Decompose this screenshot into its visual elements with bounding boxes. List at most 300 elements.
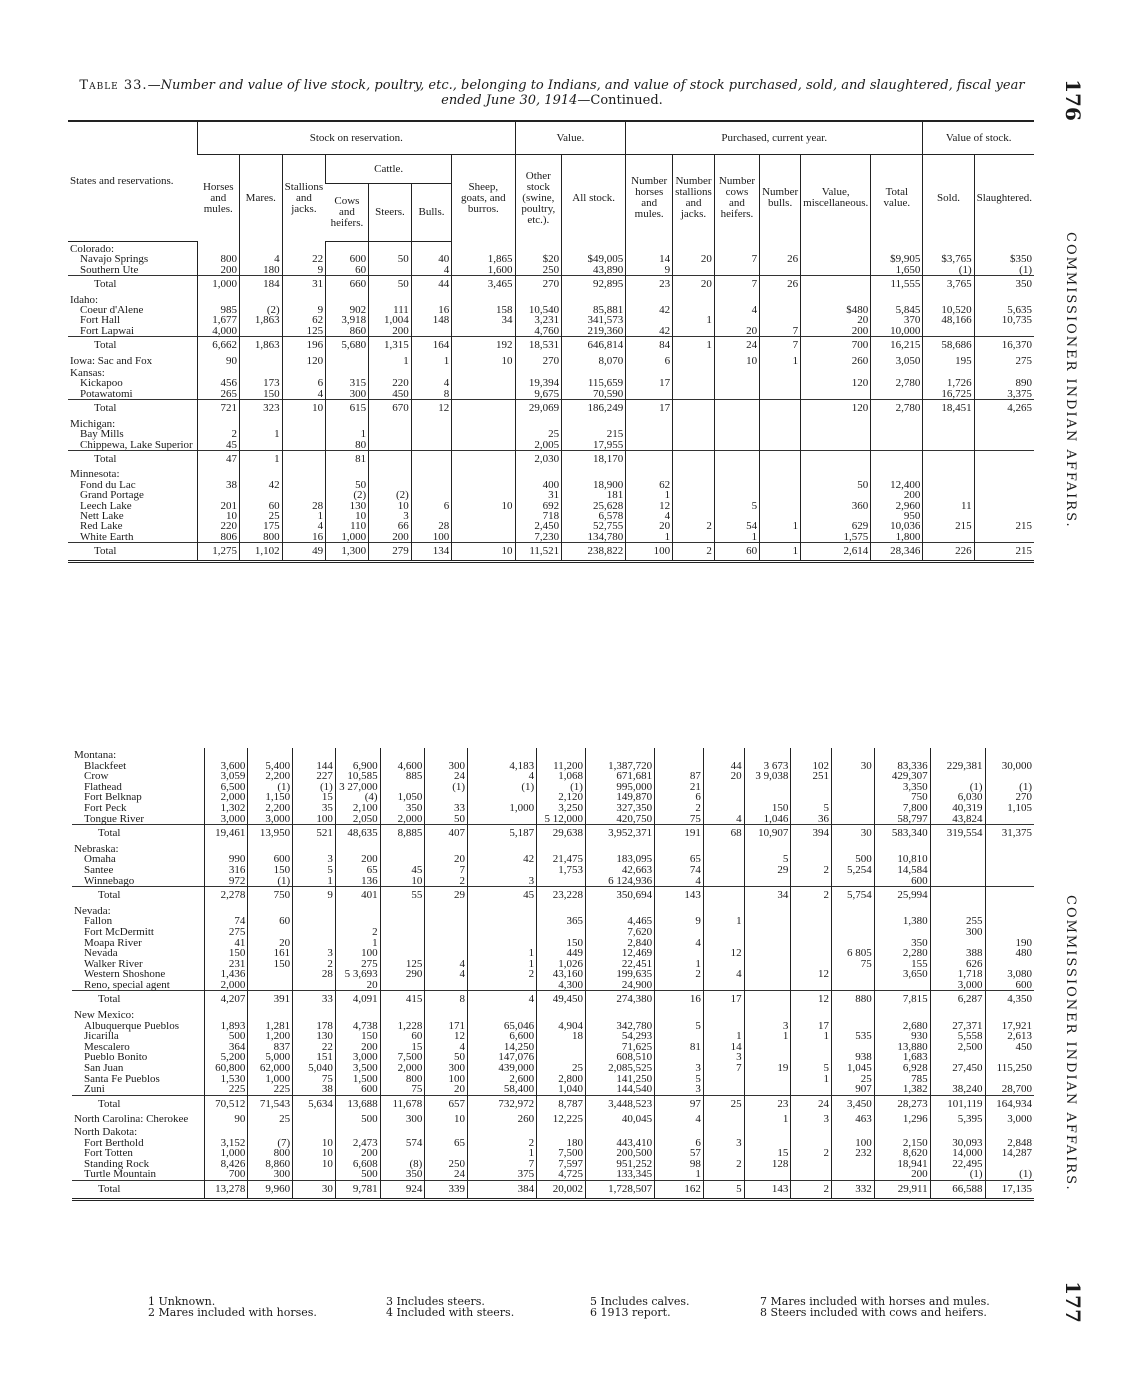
data-cell: 42	[239, 480, 282, 490]
data-cell: 200	[198, 265, 240, 276]
data-cell: 350	[380, 803, 425, 814]
data-cell: 4,000	[198, 326, 240, 337]
data-cell: 200	[369, 532, 412, 543]
data-cell	[673, 389, 715, 400]
reservation-name: Mescalero	[84, 1040, 130, 1053]
reservation-name: Fort Lapwai	[80, 324, 135, 337]
data-cell: 5 12,000	[537, 814, 586, 825]
data-cell: 178	[293, 1021, 336, 1032]
data-cell: 12	[425, 1031, 468, 1042]
reservation-name: Coeur d'Alene	[80, 304, 144, 317]
data-cell: 6,662	[198, 337, 240, 354]
data-cell	[974, 467, 1034, 479]
data-cell	[468, 814, 537, 825]
total-label: Total	[72, 1180, 204, 1199]
data-cell: 10,540	[515, 305, 562, 315]
total-label: Total	[68, 337, 198, 354]
data-cell: 2,780	[871, 378, 923, 388]
reservation-name: Bay Mills	[80, 428, 124, 441]
data-cell: 251	[791, 771, 832, 782]
data-cell: 60,800	[204, 1063, 248, 1074]
data-cell	[791, 1008, 832, 1021]
caption-text: —Number and value of live stock, poultry, etc., belonging to Indians, and value of stock purchased, sold, and slaughtered, fiscal year ended June 30, 1914	[147, 78, 1025, 108]
data-cell: 50	[369, 276, 412, 293]
data-cell: 629	[801, 521, 871, 531]
total-label: Total	[68, 276, 198, 293]
data-cell	[335, 748, 380, 761]
data-cell	[930, 1125, 985, 1138]
data-cell: 17,955	[562, 440, 626, 451]
data-cell: 1,102	[239, 543, 282, 561]
data-cell: 1,026	[537, 959, 586, 970]
data-cell: 11	[923, 501, 974, 511]
data-cell: 10	[282, 400, 326, 417]
data-cell: 14,000	[930, 1148, 985, 1159]
data-cell: 750	[248, 887, 293, 904]
data-cell: 101,119	[930, 1095, 985, 1112]
data-cell: 136	[335, 876, 380, 887]
data-cell: 2,100	[335, 803, 380, 814]
data-cell: 274,380	[585, 991, 654, 1008]
data-cell: 1,753	[537, 865, 586, 876]
data-cell: 5	[791, 1063, 832, 1074]
reservation-row	[68, 265, 1034, 276]
data-cell: (1)	[293, 782, 336, 793]
data-cell: 3	[293, 854, 336, 865]
data-cell	[871, 450, 923, 467]
data-cell: 4,725	[537, 1169, 586, 1180]
data-cell: 2	[703, 1159, 744, 1170]
data-cell: 71,543	[248, 1095, 293, 1112]
data-cell: 58,400	[468, 1084, 537, 1095]
col-sold: Sold.	[923, 155, 974, 242]
data-cell	[239, 467, 282, 479]
data-cell: 1,530	[204, 1074, 248, 1085]
data-cell	[744, 1008, 791, 1021]
data-cell: 18	[537, 1031, 586, 1042]
data-cell: 62,000	[248, 1063, 293, 1074]
data-cell: 200	[871, 490, 923, 500]
data-cell: 30	[832, 761, 875, 772]
data-cell	[801, 417, 871, 429]
data-cell	[425, 916, 468, 927]
data-cell: 4,760	[515, 326, 562, 337]
data-cell: 3	[655, 1084, 704, 1095]
data-cell: 50	[326, 480, 369, 490]
data-cell: 195	[923, 354, 974, 366]
data-cell: 40,319	[930, 803, 985, 814]
data-cell	[282, 480, 326, 490]
data-cell	[744, 748, 791, 761]
data-cell: 175	[239, 521, 282, 531]
data-cell: 20	[335, 980, 380, 991]
data-cell	[293, 1125, 336, 1138]
data-cell: 45	[468, 887, 537, 904]
data-cell	[760, 293, 801, 305]
data-cell	[930, 748, 985, 761]
data-cell: (2)	[369, 490, 412, 500]
data-cell: 535	[832, 1031, 875, 1042]
data-cell: 20	[673, 276, 715, 293]
data-cell: 2	[655, 969, 704, 980]
data-cell: 130	[326, 501, 369, 511]
data-cell: 1,500	[335, 1074, 380, 1085]
data-cell	[801, 265, 871, 276]
data-cell: 43,890	[562, 265, 626, 276]
data-cell	[703, 1125, 744, 1138]
data-cell: 13,950	[248, 825, 293, 842]
data-cell: 16,215	[871, 337, 923, 354]
data-cell: 2,840	[585, 938, 654, 949]
data-cell: 2,780	[871, 400, 923, 417]
data-cell: 4	[282, 389, 326, 400]
data-cell	[282, 467, 326, 479]
data-cell: 18,531	[515, 337, 562, 354]
data-cell	[468, 938, 537, 949]
data-cell: 226	[923, 543, 974, 561]
running-head-bottom: COMMISSIONER INDIAN AFFAIRS.	[1063, 895, 1078, 1192]
data-cell	[930, 1008, 985, 1021]
data-cell: 3 27,000	[335, 782, 380, 793]
data-cell	[293, 916, 336, 927]
data-cell: 141,250	[585, 1074, 654, 1085]
data-cell	[673, 265, 715, 276]
data-cell: 4	[282, 521, 326, 531]
data-cell: 7,500	[380, 1052, 425, 1063]
data-cell: 2	[791, 1180, 832, 1199]
data-cell: 144	[293, 761, 336, 772]
data-cell: 646,814	[562, 337, 626, 354]
data-cell: 23	[744, 1095, 791, 1112]
data-cell	[655, 1008, 704, 1021]
data-cell: 50	[369, 254, 412, 264]
data-cell: 87	[655, 771, 704, 782]
data-cell: 81	[326, 450, 369, 467]
data-cell: 49	[282, 543, 326, 561]
data-cell: 18,900	[562, 480, 626, 490]
data-cell: 150	[537, 938, 586, 949]
data-cell: 1,296	[874, 1112, 930, 1125]
data-cell: 12	[791, 991, 832, 1008]
data-cell: 13,880	[874, 1042, 930, 1053]
data-cell: 7	[760, 326, 801, 337]
data-cell: 98	[655, 1159, 704, 1170]
reservation-row	[72, 803, 1034, 814]
data-cell: 2,613	[985, 1031, 1034, 1042]
data-cell: 8,885	[380, 825, 425, 842]
data-cell: 1,380	[874, 916, 930, 927]
data-cell: 80	[326, 440, 369, 451]
data-cell: 1	[760, 354, 801, 366]
data-cell: 16	[411, 305, 451, 315]
data-cell: 10,036	[871, 521, 923, 531]
data-cell: 9	[626, 265, 673, 276]
data-cell: 260	[468, 1112, 537, 1125]
data-cell	[468, 1125, 537, 1138]
data-cell: 2,600	[468, 1074, 537, 1085]
data-cell: 29,069	[515, 400, 562, 417]
data-cell: 1,800	[871, 532, 923, 543]
data-cell: 25,628	[562, 501, 626, 511]
data-cell: 20	[714, 326, 759, 337]
data-cell: 3 9,038	[744, 771, 791, 782]
data-cell: 600	[248, 854, 293, 865]
reservation-row	[72, 876, 1034, 887]
data-cell	[562, 467, 626, 479]
total-label: Total	[68, 450, 198, 467]
data-cell: 463	[832, 1112, 875, 1125]
data-cell: 300	[248, 1169, 293, 1180]
data-cell: 2	[335, 927, 380, 938]
state-row	[72, 1008, 1034, 1021]
data-cell: 6,578	[562, 511, 626, 521]
data-cell: 29,638	[537, 825, 586, 842]
data-cell	[380, 938, 425, 949]
data-cell: 1	[760, 543, 801, 561]
data-cell: 227	[293, 771, 336, 782]
data-cell	[204, 748, 248, 761]
data-cell: 1,281	[248, 1021, 293, 1032]
data-cell	[974, 429, 1034, 439]
data-cell: 1,050	[380, 792, 425, 803]
data-cell: 10,520	[923, 305, 974, 315]
data-cell: 732,972	[468, 1095, 537, 1112]
data-cell: 23	[626, 276, 673, 293]
data-cell: 407	[425, 825, 468, 842]
data-cell: 300	[425, 1063, 468, 1074]
data-cell: 29,911	[874, 1180, 930, 1199]
data-cell: 3,231	[515, 315, 562, 325]
data-cell: 279	[369, 543, 412, 561]
data-cell: 1	[744, 1031, 791, 1042]
col-p-horses: Number horses and mules.	[626, 155, 673, 242]
data-cell	[468, 927, 537, 938]
data-cell: 2,120	[537, 792, 586, 803]
reservation-row	[72, 782, 1034, 793]
data-cell: 950	[871, 511, 923, 521]
data-cell: 1	[791, 1074, 832, 1085]
data-cell: 5	[703, 1180, 744, 1199]
col-horses: Horses and mules.	[202, 180, 234, 215]
reservation-name: Fallon	[84, 915, 113, 928]
data-cell: 215	[974, 543, 1034, 561]
data-cell: 10	[293, 1148, 336, 1159]
data-cell: 7	[714, 254, 759, 264]
data-cell	[871, 467, 923, 479]
data-cell: 44	[411, 276, 451, 293]
table-body-top	[68, 242, 1034, 562]
data-cell: 2,085,525	[585, 1063, 654, 1074]
data-cell	[985, 927, 1034, 938]
data-cell	[468, 748, 537, 761]
data-cell: 149,870	[585, 792, 654, 803]
data-cell: 6,500	[204, 782, 248, 793]
data-cell: 24,900	[585, 980, 654, 991]
state-name: New Mexico:	[74, 1009, 135, 1022]
data-cell: 3	[703, 1052, 744, 1063]
stock-header: Stock on reservation.	[198, 121, 515, 155]
data-cell: 7,620	[585, 927, 654, 938]
data-cell: 85,881	[562, 305, 626, 315]
data-cell: 270	[985, 792, 1034, 803]
data-cell: 1,300	[326, 543, 369, 561]
data-cell	[791, 916, 832, 927]
data-cell	[791, 1084, 832, 1095]
data-cell: 2,500	[930, 1042, 985, 1053]
total-label: Total	[68, 400, 198, 417]
data-cell: 110	[326, 521, 369, 531]
data-cell: 4	[626, 511, 673, 521]
data-cell	[930, 854, 985, 865]
col-p-misc: Value, miscellaneous.	[801, 155, 871, 242]
data-cell: 164	[411, 337, 451, 354]
total-label: Total	[68, 543, 198, 561]
data-cell	[239, 326, 282, 337]
data-cell	[411, 490, 451, 500]
data-cell: 4	[411, 378, 451, 388]
data-cell	[673, 366, 715, 378]
data-cell: 71,625	[585, 1042, 654, 1053]
data-cell	[411, 450, 451, 467]
data-cell: 750	[874, 792, 930, 803]
data-cell: 150	[239, 389, 282, 400]
data-cell: 100	[293, 814, 336, 825]
data-cell	[744, 1084, 791, 1095]
data-cell: 1	[703, 1031, 744, 1042]
data-cell: 22,451	[585, 959, 654, 970]
data-cell: 162	[655, 1180, 704, 1199]
data-cell: 192	[452, 337, 515, 354]
data-cell	[239, 490, 282, 500]
data-cell	[293, 927, 336, 938]
data-cell: 100	[425, 1074, 468, 1085]
data-cell: 3,000	[204, 814, 248, 825]
data-cell: 443,410	[585, 1138, 654, 1149]
data-cell: 401	[335, 887, 380, 904]
data-cell: 2,280	[874, 948, 930, 959]
data-cell	[537, 927, 586, 938]
data-cell: 1	[239, 450, 282, 467]
data-cell: 5	[791, 803, 832, 814]
livestock-table-bottom	[72, 748, 1034, 1201]
data-cell: 14,250	[468, 1042, 537, 1053]
data-cell: 860	[326, 326, 369, 337]
data-cell: 20	[703, 771, 744, 782]
data-cell: 1,387,720	[585, 761, 654, 772]
data-cell: 62	[626, 480, 673, 490]
data-cell: 18,941	[874, 1159, 930, 1170]
total-row	[72, 1180, 1034, 1199]
data-cell	[791, 1169, 832, 1180]
data-cell: 50	[801, 480, 871, 490]
total-label: Total	[72, 991, 204, 1008]
data-cell	[537, 876, 586, 887]
data-cell	[411, 429, 451, 439]
data-cell: 164,934	[985, 1095, 1034, 1112]
data-cell: 3,080	[985, 969, 1034, 980]
state-name: Michigan:	[70, 417, 116, 430]
col-cows: Cows and heifers.	[326, 184, 369, 242]
data-cell	[760, 417, 801, 429]
data-cell: 3	[369, 511, 412, 521]
data-cell: 1,315	[369, 337, 412, 354]
data-cell: 150	[204, 948, 248, 959]
data-cell: 10	[326, 511, 369, 521]
reservation-name: Omaha	[84, 853, 116, 866]
data-cell	[452, 521, 515, 531]
data-cell: 90	[204, 1112, 248, 1125]
data-cell	[714, 366, 759, 378]
data-cell: 657	[425, 1095, 468, 1112]
data-cell	[985, 865, 1034, 876]
reservation-name: Chippewa, Lake Superior	[80, 438, 193, 451]
data-cell: 60	[380, 1031, 425, 1042]
data-cell: 930	[874, 1031, 930, 1042]
data-cell	[801, 440, 871, 451]
data-cell: (1)	[248, 782, 293, 793]
data-cell	[411, 467, 451, 479]
data-cell: 2,200	[248, 771, 293, 782]
data-cell	[832, 771, 875, 782]
data-cell: 1	[655, 959, 704, 970]
data-cell: 2,450	[515, 521, 562, 531]
data-cell: 4,350	[985, 991, 1034, 1008]
footnote: 4 Included with steers.	[386, 1306, 515, 1319]
data-cell: 24	[791, 1095, 832, 1112]
reservation-name: White Earth	[80, 530, 134, 543]
data-cell: 1,275	[198, 543, 240, 561]
data-cell	[452, 429, 515, 439]
table-caption	[72, 78, 1032, 108]
data-cell: 800	[380, 1074, 425, 1085]
data-cell	[714, 490, 759, 500]
data-cell: 133,345	[585, 1169, 654, 1180]
state-row	[72, 1112, 1034, 1125]
data-cell: 4,207	[204, 991, 248, 1008]
data-cell	[985, 876, 1034, 887]
reservation-name: Winnebago	[84, 874, 135, 887]
reservation-row	[72, 1138, 1034, 1149]
reservation-name: Red Lake	[80, 520, 123, 533]
data-cell: 225	[204, 1084, 248, 1095]
data-cell: 180	[537, 1138, 586, 1149]
data-cell: 4,600	[380, 761, 425, 772]
data-cell: 150	[335, 1031, 380, 1042]
data-cell	[832, 1169, 875, 1180]
data-cell: 1	[293, 876, 336, 887]
data-cell	[369, 429, 412, 439]
data-cell	[832, 980, 875, 991]
data-cell: 574	[380, 1138, 425, 1149]
data-cell	[425, 938, 468, 949]
data-cell	[760, 532, 801, 543]
data-cell	[282, 417, 326, 429]
footnote: 1 Unknown.	[148, 1295, 216, 1308]
data-cell: 17	[626, 400, 673, 417]
col-p-cows: Number cows and heifers.	[714, 155, 759, 242]
data-cell: 3,350	[874, 782, 930, 793]
data-cell	[974, 326, 1034, 337]
data-cell	[832, 1008, 875, 1021]
data-cell: 14,287	[985, 1148, 1034, 1159]
data-cell	[744, 904, 791, 917]
data-cell	[930, 876, 985, 887]
data-cell: 17	[703, 991, 744, 1008]
data-cell	[452, 440, 515, 451]
data-cell: 13,688	[335, 1095, 380, 1112]
data-cell: 29	[744, 865, 791, 876]
data-cell: 181	[562, 490, 626, 500]
